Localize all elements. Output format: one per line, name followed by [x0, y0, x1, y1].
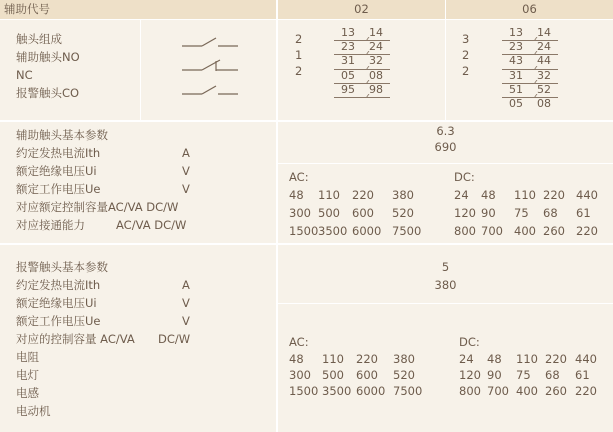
alarm-row-label: 约定发热电流Ith — [16, 278, 101, 292]
aux-dc-cell: 48 — [481, 188, 496, 202]
alarm-dc-cell: 90 — [487, 368, 502, 382]
aux-ac-cell: 220 — [352, 188, 374, 202]
alarm-dc-label: DC: — [459, 335, 480, 349]
aux-dc-cell: 110 — [514, 188, 536, 202]
terminal-pair: 05 08 — [334, 70, 390, 84]
alarm-dc-cell: 120 — [459, 368, 481, 382]
aux-row-label: 额定绝缘电压Ui — [16, 164, 97, 178]
alarm-dc-cell: 24 — [459, 352, 474, 366]
col06-nc-count: 2 — [462, 48, 470, 62]
aux-ac-cell: 1500 — [289, 224, 319, 238]
terminal-pair: 43 44 — [502, 55, 558, 69]
alarm-dc-cell: 110 — [516, 352, 538, 366]
label-aux-no: 辅助触头NO — [16, 50, 80, 64]
alarm-dc-cell: 75 — [516, 368, 531, 382]
aux-dc-cell: 68 — [543, 206, 558, 220]
alarm-dc-cell: 400 — [516, 384, 538, 398]
load-motor: 电动机 — [16, 404, 51, 418]
alarm-row-label: 额定工作电压Ue — [16, 314, 101, 328]
header-col-06: 06 — [522, 2, 537, 16]
col06-terminal-pairs — [502, 27, 558, 111]
aux-dc-cell: 700 — [481, 224, 503, 238]
header-label: 辅助代号 — [4, 2, 50, 16]
aux-row-unit: V — [182, 182, 190, 196]
load-inductor: 电感 — [16, 386, 39, 400]
col02-terminal-pairs — [334, 27, 390, 98]
alarm-dc-cell: 440 — [575, 352, 597, 366]
aux-row-label: 约定发热电流Ith — [16, 146, 101, 160]
terminal-pair: 05 08 — [509, 96, 551, 110]
alarm-dc-cell: 61 — [575, 368, 590, 382]
alarm-ac-cell: 600 — [356, 368, 378, 382]
aux-row-label: 对应额定控制容量AC/VA DC/W — [16, 200, 179, 214]
terminal-pair: 51 52 — [502, 84, 558, 98]
aux-row-unit: V — [182, 164, 190, 178]
aux-dc-cell: 220 — [543, 188, 565, 202]
aux-ac-cell: 380 — [392, 188, 414, 202]
aux-row-label: 对应接通能力 — [16, 218, 85, 232]
contact-symbol-nc — [180, 58, 240, 74]
alarm-ui-value: 380 — [434, 278, 457, 292]
alarm-ac-cell: 48 — [289, 352, 304, 366]
load-lamp: 电灯 — [16, 368, 39, 382]
aux-dc-cell: 61 — [576, 206, 591, 220]
col02-co-count: 2 — [295, 64, 303, 78]
aux-dc-cell: 90 — [481, 206, 496, 220]
aux-ac-cell: 600 — [352, 206, 374, 220]
aux-row-unit: AC/VA DC/W — [116, 218, 187, 232]
alarm-dc-cell: 68 — [545, 368, 560, 382]
col02-nc-count: 1 — [295, 48, 303, 62]
aux-ac-cell: 7500 — [392, 224, 422, 238]
terminal-pair: 31 32 — [334, 55, 390, 69]
terminal-pair: 31 32 — [502, 70, 558, 84]
label-nc: NC — [16, 68, 33, 82]
alarm-ac-cell: 7500 — [393, 384, 423, 398]
alarm-row-unit: V — [182, 314, 190, 328]
alarm-row-label: 对应的控制容量 AC/VA — [16, 332, 135, 346]
aux-dc-label: DC: — [454, 170, 475, 184]
aux-row-label: 额定工作电压Ue — [16, 182, 101, 196]
alarm-ith-value: 5 — [441, 260, 450, 274]
aux-dc-cell: 75 — [514, 206, 529, 220]
alarm-dc-cell: 220 — [545, 352, 567, 366]
label-alarm-co: 报警触头CO — [16, 86, 80, 100]
alarm-ac-cell: 380 — [393, 352, 415, 366]
alarm-ac-cell: 3500 — [322, 384, 352, 398]
alarm-ac-cell: 500 — [322, 368, 344, 382]
alarm-section-title: 报警触头基本参数 — [16, 260, 108, 274]
alarm-dc-cell: 48 — [487, 352, 502, 366]
terminal-pair: 23 24 — [334, 41, 390, 55]
aux-ac-label: AC: — [289, 170, 309, 184]
contact-symbol-no — [180, 36, 240, 48]
contact-symbol-co — [180, 84, 240, 96]
alarm-row-label: 额定绝缘电压Ui — [16, 296, 97, 310]
aux-dc-cell: 120 — [454, 206, 476, 220]
header-col-02: 02 — [354, 2, 369, 16]
terminal-pair: 95 98 — [334, 84, 390, 98]
aux-ac-cell: 48 — [289, 188, 304, 202]
aux-dc-cell: 24 — [454, 188, 469, 202]
alarm-dc-cell: 260 — [545, 384, 567, 398]
aux-ac-cell: 110 — [318, 188, 340, 202]
alarm-dc-cell: 800 — [459, 384, 481, 398]
alarm-dc-cell: 220 — [575, 384, 597, 398]
alarm-dc-cell: 700 — [487, 384, 509, 398]
alarm-ac-cell: 1500 — [289, 384, 319, 398]
aux-ui-value: 690 — [434, 140, 457, 154]
alarm-ac-label: AC: — [289, 335, 309, 349]
alarm-row-unit: V — [182, 296, 190, 310]
alarm-ac-cell: 520 — [393, 368, 415, 382]
aux-dc-cell: 800 — [454, 224, 476, 238]
aux-dc-cell: 400 — [514, 224, 536, 238]
aux-dc-cell: 440 — [576, 188, 598, 202]
alarm-ac-cell: 300 — [289, 368, 311, 382]
aux-ac-cell: 300 — [289, 206, 311, 220]
alarm-ac-cell: 220 — [356, 352, 378, 366]
label-contact-composition: 触头组成 — [16, 32, 62, 46]
terminal-pair: 23 24 — [502, 41, 558, 55]
aux-ac-cell: 520 — [392, 206, 414, 220]
alarm-ac-cell: 110 — [322, 352, 344, 366]
aux-ac-cell: 500 — [318, 206, 340, 220]
col06-co-count: 2 — [462, 64, 470, 78]
alarm-row-unit: DC/W — [158, 332, 191, 346]
load-resistor: 电阻 — [16, 350, 39, 364]
aux-ac-cell: 3500 — [318, 224, 348, 238]
aux-ac-cell: 6000 — [352, 224, 382, 238]
terminal-pair: 13 14 — [334, 27, 390, 41]
aux-dc-cell: 220 — [576, 224, 598, 238]
aux-row-unit: A — [182, 146, 190, 160]
col06-no-count: 3 — [462, 32, 470, 46]
aux-section-title: 辅助触头基本参数 — [16, 128, 108, 142]
aux-dc-cell: 260 — [543, 224, 565, 238]
alarm-ac-cell: 6000 — [356, 384, 386, 398]
alarm-row-unit: A — [182, 278, 190, 292]
terminal-pair: 13 14 — [502, 27, 558, 41]
aux-ith-value: 6.3 — [436, 124, 455, 138]
col02-no-count: 2 — [295, 32, 303, 46]
